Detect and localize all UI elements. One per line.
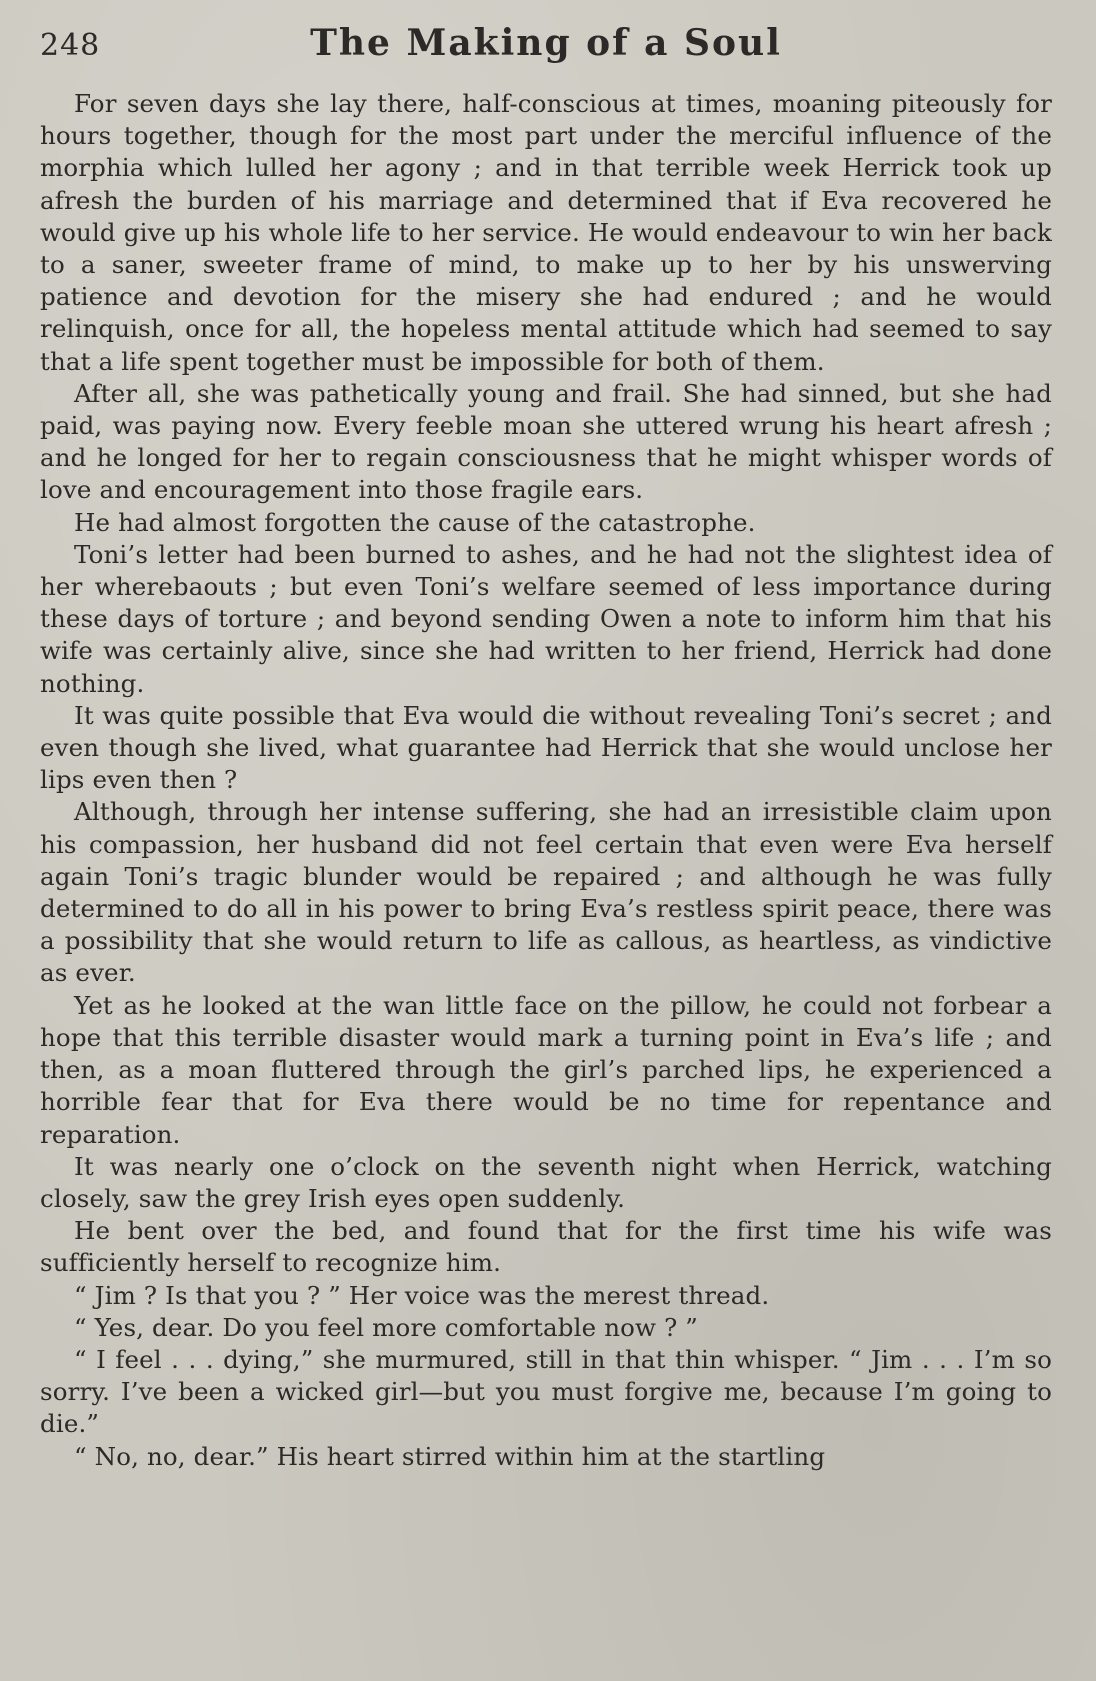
paragraph: “ Yes, dear. Do you feel more comfortable now ? ” [74,1312,698,1342]
paragraph: It was nearly one o’clock on the seventh night when Herrick, watching closely, saw the grey Irish eyes open suddenly. [40,1151,1052,1213]
paragraph: “ Jim ? Is that you ? ” Her voice was the merest thread. [74,1280,770,1310]
paragraph: Toni’s letter had been burned to ashes, and he had not the slightest idea of her wherebaouts ; but even Toni’s welfare seemed of less importance during these days of torture ; and beyond sending Owen a note to inform him that his wife was certainly alive, since she had written to her friend, Herrick had done nothing. [40,539,1052,698]
paragraph: For seven days she lay there, half-conscious at times, moaning piteously for hours together, though for the most part under the merciful influence of the morphia which lulled her agony ; and in that terrible week Herrick took up afresh the burden of his marriage and determined that if Eva recovered he would give up his whole life to her service. He would endeavour to win her back to a saner, sweeter frame of mind, to make up to her by his unswerving patience and devotion for the misery she had endured ; and he would relinquish, once for all, the hopeless mental attitude which had seemed to say that a life spent together must be impossible for both of them. [40,89,1052,376]
running-head [40,22,1052,88]
paragraph: He bent over the bed, and found that for the first time his wife was sufficiently herself to recognize him. [40,1216,1052,1278]
paragraph: After all, she was pathetically young and frail. She had sinned, but she had paid, was paying now. Every feeble moan she uttered wrung his heart afresh ; and he longed for her to regain consciousness that he might whisper words of love and encouragement into those fragile ears. [40,378,1052,505]
paragraph: He had almost forgotten the cause of the catastrophe. [74,507,756,537]
page-number: 248 [40,28,101,63]
running-title: The Making of a Soul [310,22,782,64]
paragraph: Although, through her intense suffering, she had an irresistible claim upon his compassion, her husband did not feel certain that even were Eva herself again Toni’s tragic blunder would be repaired ; and although he was fully determined to do all in his power to bring Eva’s restless spirit peace, there was a possibility that she would return to life as callous, as heartless, as vindictive as ever. [40,797,1052,988]
paragraph: “ No, no, dear.” His heart stirred within him at the startling [74,1441,826,1471]
paragraph: “ I feel . . . dying,” she murmured, still in that thin whisper. “ Jim . . . I’m so sorry. I’ve been a wicked girl—but you must forgive me, because I’m going to die.” [40,1344,1052,1439]
paragraph: It was quite possible that Eva would die without revealing Toni’s secret ; and even though she lived, what guarantee had Herrick that she would unclose her lips even then ? [40,700,1052,795]
body-text [40,88,1052,1473]
paragraph: Yet as he looked at the wan little face on the pillow, he could not forbear a hope that this terrible disaster would mark a turning point in Eva’s life ; and then, as a moan fluttered through the girl’s parched lips, he experienced a horrible fear that for Eva there would be no time for repentance and reparation. [40,990,1052,1149]
